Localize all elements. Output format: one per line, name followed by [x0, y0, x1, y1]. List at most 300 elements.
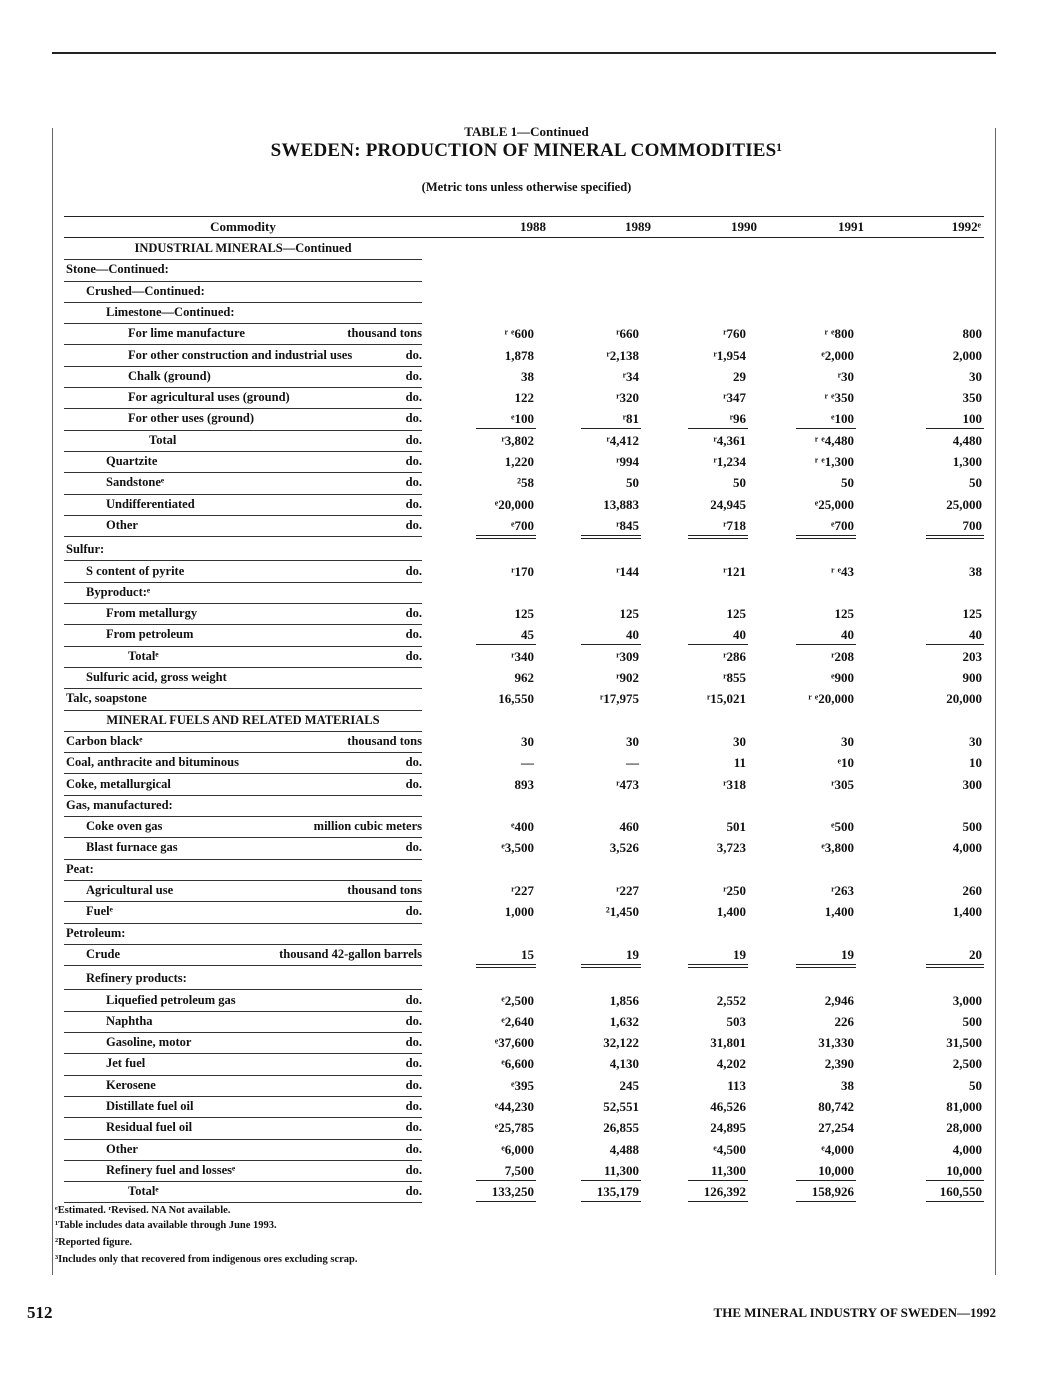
row-label: Crude: [86, 946, 121, 961]
value-cell-1988: ²58: [517, 475, 534, 491]
value-cell-1989: ʳ994: [616, 454, 639, 469]
row-label: For other uses (ground): [128, 411, 255, 426]
value-cell-1988: 30: [521, 733, 534, 749]
total-rule: [688, 538, 748, 539]
value-cell-1988: ᵉ25,785: [494, 1120, 534, 1136]
row-label: Carbon blackᵉ: [66, 733, 143, 748]
value-cell-1988: 16,550: [498, 691, 534, 707]
value-cell-1989: ʳ320: [616, 390, 639, 406]
value-cell-1988: ᵉ6,000: [501, 1141, 534, 1157]
value-cell-1992: 2,000: [952, 347, 982, 363]
table-row: [64, 260, 984, 281]
value-cell-1991: ʳ305: [831, 776, 854, 792]
total-rule: [476, 964, 536, 965]
table-row: [64, 324, 984, 345]
value-cell-1990: 11,300: [710, 1162, 746, 1178]
row-unit: do.: [405, 606, 422, 621]
value-cell-1992: 28,000: [946, 1120, 982, 1136]
row-unit: do.: [405, 1013, 422, 1028]
value-cell-1988: ʳ ᵉ600: [504, 326, 534, 342]
value-cell-1992: 203: [962, 648, 982, 664]
table-row: [64, 902, 984, 923]
table-row: [64, 583, 984, 604]
row-label: Byproduct:ᵉ: [86, 584, 151, 599]
value-cell-1992: 40: [969, 627, 982, 643]
value-cell-1991: ᵉ700: [831, 517, 854, 533]
row-unit: do.: [405, 432, 422, 447]
total-rule: [926, 967, 984, 968]
row-unit: million cubic meters: [313, 819, 422, 834]
value-cell-1991: 38: [841, 1077, 854, 1093]
value-cell-1989: 3,526: [609, 840, 639, 856]
value-cell-1989: ʳ309: [616, 648, 639, 664]
value-cell-1992: 81,000: [946, 1099, 982, 1114]
value-cell-1991: 158,926: [811, 1184, 854, 1200]
total-rule: [581, 964, 641, 965]
total-rule: [476, 1180, 536, 1181]
row-label: Jet fuel: [106, 1056, 146, 1071]
table-row: [64, 239, 984, 260]
value-cell-1989: ²1,450: [605, 904, 639, 920]
total-rule: [926, 964, 984, 965]
value-cell-1990: 24,895: [710, 1120, 746, 1136]
value-cell-1990: 40: [733, 627, 746, 643]
value-cell-1992: 350: [962, 390, 982, 406]
table-row: [64, 452, 984, 473]
total-rule: [796, 644, 856, 645]
left-margin-line: [52, 128, 53, 1275]
value-cell-1992: 900: [962, 670, 982, 685]
value-cell-1991: ʳ263: [831, 883, 854, 898]
value-cell-1989: 11,300: [603, 1162, 639, 1178]
table-row: [64, 388, 984, 409]
row-label: Petroleum:: [66, 925, 126, 940]
row-label: Totalᵉ: [128, 1184, 159, 1199]
footnote-3: ³Includes only that recovered from indigenous ores excluding scrap.: [55, 1254, 358, 1265]
table-row: [64, 860, 984, 881]
value-cell-1990: ʳ347: [723, 390, 746, 406]
row-unit: do.: [405, 563, 422, 578]
value-cell-1990: 29: [733, 368, 746, 384]
row-unit: thousand 42-gallon barrels: [279, 946, 422, 961]
total-rule: [581, 644, 641, 645]
total-rule: [476, 644, 536, 645]
value-cell-1991: 80,742: [818, 1099, 854, 1114]
table-row: [64, 431, 984, 452]
value-cell-1988: 1,220: [504, 454, 534, 469]
value-cell-1989: ʳ902: [616, 670, 639, 685]
value-cell-1989: 1,632: [609, 1013, 639, 1029]
column-header-1988: 1988: [520, 219, 546, 234]
value-cell-1990: 3,723: [716, 840, 746, 856]
table-row: [64, 625, 984, 646]
value-cell-1991: ʳ ᵉ43: [831, 563, 854, 579]
table-row: [64, 1054, 984, 1075]
value-cell-1991: 125: [834, 606, 854, 622]
value-cell-1991: ʳ ᵉ20,000: [808, 691, 854, 707]
value-cell-1988: —: [521, 755, 534, 771]
value-cell-1989: ʳ144: [616, 563, 639, 579]
row-unit: thousand tons: [347, 326, 422, 341]
total-rule: [926, 535, 984, 536]
total-rule: [688, 644, 748, 645]
value-cell-1988: ʳ227: [511, 883, 534, 898]
row-unit: thousand tons: [347, 733, 422, 748]
total-rule: [926, 1201, 984, 1202]
total-rule: [581, 967, 641, 968]
value-cell-1988: 38: [521, 368, 534, 384]
footnote-estimated: ᵉEstimated. ʳRevised. NA Not available.: [55, 1205, 231, 1216]
total-rule: [688, 964, 748, 965]
row-unit: do.: [405, 1184, 422, 1199]
value-cell-1990: 46,526: [710, 1099, 746, 1114]
table-row: [64, 1097, 984, 1118]
total-rule: [796, 1201, 856, 1202]
column-header-1991: 1991: [838, 219, 864, 234]
value-cell-1990: 11: [733, 755, 746, 771]
table-row: [64, 495, 984, 516]
row-label: Refinery fuel and lossesᵉ: [106, 1162, 236, 1177]
table-row: [64, 1140, 984, 1161]
row-unit: do.: [405, 648, 422, 663]
table-row: [64, 838, 984, 859]
value-cell-1988: ʳ340: [511, 648, 534, 664]
row-label: Gas, manufactured:: [66, 797, 173, 812]
row-unit: do.: [405, 776, 422, 791]
value-cell-1990: ʳ760: [723, 326, 746, 342]
table-row: [64, 732, 984, 753]
row-label: Naphtha: [106, 1013, 153, 1028]
row-unit: do.: [405, 1056, 422, 1071]
row-label: Talc, soapstone: [66, 691, 147, 706]
footnote-1: ¹Table includes data available through June 1993.: [55, 1220, 277, 1231]
value-cell-1991: ᵉ25,000: [814, 496, 854, 512]
value-cell-1989: ʳ17,975: [599, 691, 639, 707]
table-row: [64, 689, 984, 710]
value-cell-1991: 2,390: [824, 1056, 854, 1072]
running-head: THE MINERAL INDUSTRY OF SWEDEN—1992: [713, 1305, 996, 1320]
total-rule: [688, 967, 748, 968]
row-label: Blast furnace gas: [86, 840, 178, 855]
value-cell-1990: 113: [727, 1077, 746, 1093]
value-cell-1992: 30: [969, 733, 982, 749]
value-cell-1992: 260: [962, 883, 982, 898]
value-cell-1992: 700: [962, 517, 982, 533]
row-label: Stone—Continued:: [66, 262, 169, 277]
value-cell-1989: 19: [626, 946, 639, 962]
value-cell-1990: ᵉ4,500: [713, 1141, 746, 1157]
value-cell-1991: 27,254: [818, 1120, 854, 1136]
row-label: Quartzite: [106, 454, 158, 468]
page-number: 512: [27, 1303, 53, 1322]
value-cell-1992: 1,300: [952, 454, 982, 469]
value-cell-1989: ʳ4,412: [606, 432, 639, 448]
value-cell-1990: 50: [733, 475, 746, 491]
value-cell-1991: 226: [834, 1013, 854, 1029]
row-unit: do.: [405, 1141, 422, 1156]
value-cell-1990: ʳ121: [723, 563, 746, 579]
value-cell-1992: 10: [969, 755, 982, 771]
value-cell-1989: ʳ660: [616, 326, 639, 342]
value-cell-1988: ᵉ2,500: [501, 992, 534, 1008]
row-unit: do.: [405, 904, 422, 919]
value-cell-1992: 31,500: [946, 1035, 982, 1051]
value-cell-1988: ᵉ37,600: [494, 1035, 534, 1051]
row-unit: do.: [405, 475, 422, 490]
value-cell-1990: 1,400: [716, 904, 746, 920]
row-unit: do.: [405, 347, 422, 362]
row-label: For lime manufacture: [128, 326, 245, 341]
value-cell-1989: 245: [619, 1077, 639, 1093]
value-cell-1991: ʳ ᵉ4,480: [814, 432, 854, 448]
row-label: Gasoline, motor: [106, 1035, 192, 1050]
total-rule: [688, 1180, 748, 1181]
row-unit: do.: [405, 517, 422, 532]
row-unit: do.: [405, 1120, 422, 1135]
value-cell-1991: 40: [841, 627, 854, 643]
value-cell-1990: 2,552: [716, 992, 746, 1008]
row-label: Coke oven gas: [86, 819, 163, 834]
row-unit: do.: [405, 1099, 422, 1113]
row-label: Total: [149, 432, 177, 447]
row-label: Chalk (ground): [128, 368, 211, 383]
value-cell-1989: 30: [626, 733, 639, 749]
row-underline: [64, 536, 422, 537]
table-row: [64, 1182, 984, 1203]
value-cell-1991: 50: [841, 475, 854, 491]
value-cell-1989: 40: [626, 627, 639, 643]
value-cell-1989: 32,122: [603, 1035, 639, 1051]
row-label: For agricultural uses (ground): [128, 390, 290, 405]
total-rule: [796, 538, 856, 539]
value-cell-1988: 133,250: [491, 1184, 534, 1200]
value-cell-1992: 25,000: [946, 496, 982, 512]
value-cell-1992: 160,550: [939, 1184, 982, 1200]
table-row: [64, 796, 984, 817]
value-cell-1992: 500: [962, 1013, 982, 1029]
total-rule: [796, 428, 856, 429]
value-cell-1991: ʳ30: [837, 368, 854, 384]
value-cell-1990: ʳ1,954: [713, 347, 746, 363]
value-cell-1991: ᵉ500: [831, 819, 854, 835]
value-cell-1990: 125: [726, 606, 746, 622]
row-label: Coke, metallurgical: [66, 776, 171, 791]
value-cell-1989: 4,130: [609, 1056, 639, 1072]
value-cell-1992: 800: [962, 326, 982, 342]
row-unit: do.: [405, 627, 422, 642]
row-underline: [64, 965, 422, 966]
row-label: Limestone—Continued:: [106, 304, 235, 319]
value-cell-1990: ʳ1,234: [713, 454, 746, 469]
column-header-1990: 1990: [731, 219, 757, 234]
table-row: [64, 881, 984, 902]
value-cell-1990: 501: [726, 819, 746, 835]
table-row: [64, 409, 984, 430]
total-rule: [926, 538, 984, 539]
value-cell-1989: 4,488: [609, 1141, 639, 1157]
value-cell-1989: 50: [626, 475, 639, 491]
value-cell-1988: ᵉ3,500: [501, 840, 534, 856]
row-label: Totalᵉ: [128, 648, 159, 663]
value-cell-1992: 1,400: [952, 904, 982, 920]
table-row: [64, 775, 984, 796]
row-unit: do.: [405, 755, 422, 770]
row-unit: do.: [405, 1077, 422, 1092]
value-cell-1991: 31,330: [818, 1035, 854, 1051]
row-label: S content of pyrite: [86, 563, 185, 578]
row-unit: do.: [405, 496, 422, 511]
value-cell-1992: 100: [962, 411, 982, 427]
value-cell-1988: 962: [514, 670, 534, 685]
row-unit: do.: [405, 368, 422, 383]
total-rule: [476, 535, 536, 536]
value-cell-1989: ʳ227: [616, 883, 639, 898]
row-label: Sulfur:: [66, 542, 105, 557]
column-header-commodity: Commodity: [210, 219, 276, 234]
row-label: For other construction and industrial uses: [128, 347, 353, 362]
value-cell-1988: 122: [514, 390, 534, 406]
total-rule: [581, 428, 641, 429]
right-margin-line: [995, 128, 996, 1275]
top-rule: [52, 52, 996, 54]
value-cell-1991: 30: [841, 733, 854, 749]
table-row: [64, 1161, 984, 1182]
value-cell-1992: 10,000: [946, 1162, 982, 1178]
value-cell-1988: 1,878: [504, 347, 534, 363]
row-label: Other: [106, 517, 138, 532]
value-cell-1988: ᵉ20,000: [494, 496, 534, 512]
value-cell-1991: ʳ ᵉ350: [824, 390, 854, 406]
row-label: Other: [106, 1141, 138, 1156]
value-cell-1989: —: [626, 755, 639, 771]
total-rule: [688, 535, 748, 536]
value-cell-1991: ᵉ10: [837, 755, 854, 771]
value-cell-1992: 38: [969, 563, 982, 579]
value-cell-1991: ᵉ4,000: [821, 1141, 854, 1157]
value-cell-1991: ᵉ2,000: [821, 347, 854, 363]
value-cell-1988: 45: [521, 627, 534, 643]
value-cell-1992: 20,000: [946, 691, 982, 707]
column-header-1989: 1989: [625, 219, 651, 234]
total-rule: [796, 967, 856, 968]
table-row: [64, 540, 984, 561]
value-cell-1990: 503: [726, 1013, 746, 1029]
table-row: [64, 991, 984, 1012]
value-cell-1990: ʳ318: [723, 776, 746, 792]
value-cell-1990: ʳ286: [723, 648, 746, 664]
value-cell-1990: ʳ718: [723, 517, 746, 533]
value-cell-1991: ᵉ900: [831, 670, 854, 685]
value-cell-1991: 10,000: [818, 1162, 854, 1178]
value-cell-1990: 126,392: [703, 1184, 746, 1200]
value-cell-1988: 1,000: [504, 904, 534, 920]
footnote-2: ²Reported figure.: [55, 1237, 133, 1248]
row-label: Agricultural use: [86, 883, 174, 897]
value-cell-1992: 2,500: [952, 1056, 982, 1072]
value-cell-1992: 50: [969, 475, 982, 491]
value-cell-1989: 125: [619, 606, 639, 622]
total-rule: [926, 428, 984, 429]
table-row: [64, 303, 984, 324]
value-cell-1988: ʳ170: [511, 563, 534, 579]
value-cell-1990: 4,202: [716, 1056, 746, 1072]
value-cell-1988: ᵉ700: [511, 517, 534, 533]
value-cell-1991: 19: [841, 946, 854, 962]
value-cell-1992: 4,000: [952, 840, 982, 856]
value-cell-1989: 13,883: [603, 496, 639, 512]
row-label: Distillate fuel oil: [106, 1099, 194, 1113]
total-rule: [581, 538, 641, 539]
row-label: INDUSTRIAL MINERALS—Continued: [134, 241, 352, 255]
units-note: (Metric tons unless otherwise specified): [421, 180, 632, 194]
table-row: [64, 945, 984, 966]
table-row: [64, 516, 984, 537]
row-label: Kerosene: [106, 1077, 156, 1092]
table-row: [64, 817, 984, 838]
value-cell-1988: ᵉ400: [511, 819, 534, 835]
value-cell-1992: 50: [969, 1077, 982, 1093]
total-rule: [581, 1180, 641, 1181]
total-rule: [688, 428, 748, 429]
value-cell-1992: 4,480: [952, 432, 982, 448]
table-row: [64, 1012, 984, 1033]
value-cell-1989: 26,855: [603, 1120, 639, 1136]
value-cell-1990: 24,945: [710, 496, 746, 512]
value-cell-1988: 893: [514, 776, 534, 792]
row-label: Fuelᵉ: [86, 904, 113, 919]
table-body: [64, 216, 984, 1206]
value-cell-1992: 4,000: [952, 1141, 982, 1157]
row-unit: do.: [405, 1162, 422, 1177]
total-rule: [476, 538, 536, 539]
value-cell-1992: 3,000: [952, 992, 982, 1008]
row-unit: do.: [405, 390, 422, 405]
row-label: Coal, anthracite and bituminous: [66, 755, 239, 770]
value-cell-1990: 31,801: [710, 1035, 746, 1051]
row-unit: thousand tons: [347, 883, 422, 897]
total-rule: [796, 1180, 856, 1181]
page-title: SWEDEN: PRODUCTION OF MINERAL COMMODITIES¹: [270, 140, 783, 161]
value-cell-1989: ʳ81: [622, 411, 639, 427]
row-label: MINERAL FUELS AND RELATED MATERIALS: [106, 712, 380, 727]
table-row: [64, 562, 984, 583]
footnotes: [55, 1202, 655, 1269]
value-cell-1992: 20: [969, 946, 982, 962]
value-cell-1988: 125: [514, 606, 534, 622]
table-row: [64, 924, 984, 945]
total-rule: [926, 644, 984, 645]
value-cell-1989: ʳ34: [622, 368, 639, 384]
value-cell-1990: ʳ4,361: [713, 432, 746, 448]
value-cell-1988: ᵉ2,640: [501, 1013, 534, 1029]
value-cell-1991: ᵉ3,800: [821, 840, 854, 856]
row-label: Undifferentiated: [106, 496, 195, 511]
row-label: Sandstoneᵉ: [106, 475, 165, 490]
value-cell-1991: ʳ ᵉ800: [824, 326, 854, 342]
value-cell-1988: ᵉ6,600: [501, 1056, 534, 1072]
table-row: [64, 753, 984, 774]
value-cell-1991: 1,400: [824, 904, 854, 920]
table-row: [64, 282, 984, 303]
value-cell-1988: ᵉ100: [511, 411, 534, 427]
row-label: From petroleum: [106, 627, 194, 642]
value-cell-1992: 500: [962, 819, 982, 835]
table-row: [64, 647, 984, 668]
value-cell-1988: 15: [521, 946, 534, 962]
value-cell-1990: ʳ250: [723, 883, 746, 898]
value-cell-1989: ʳ845: [616, 517, 639, 533]
row-unit: do.: [405, 840, 422, 855]
